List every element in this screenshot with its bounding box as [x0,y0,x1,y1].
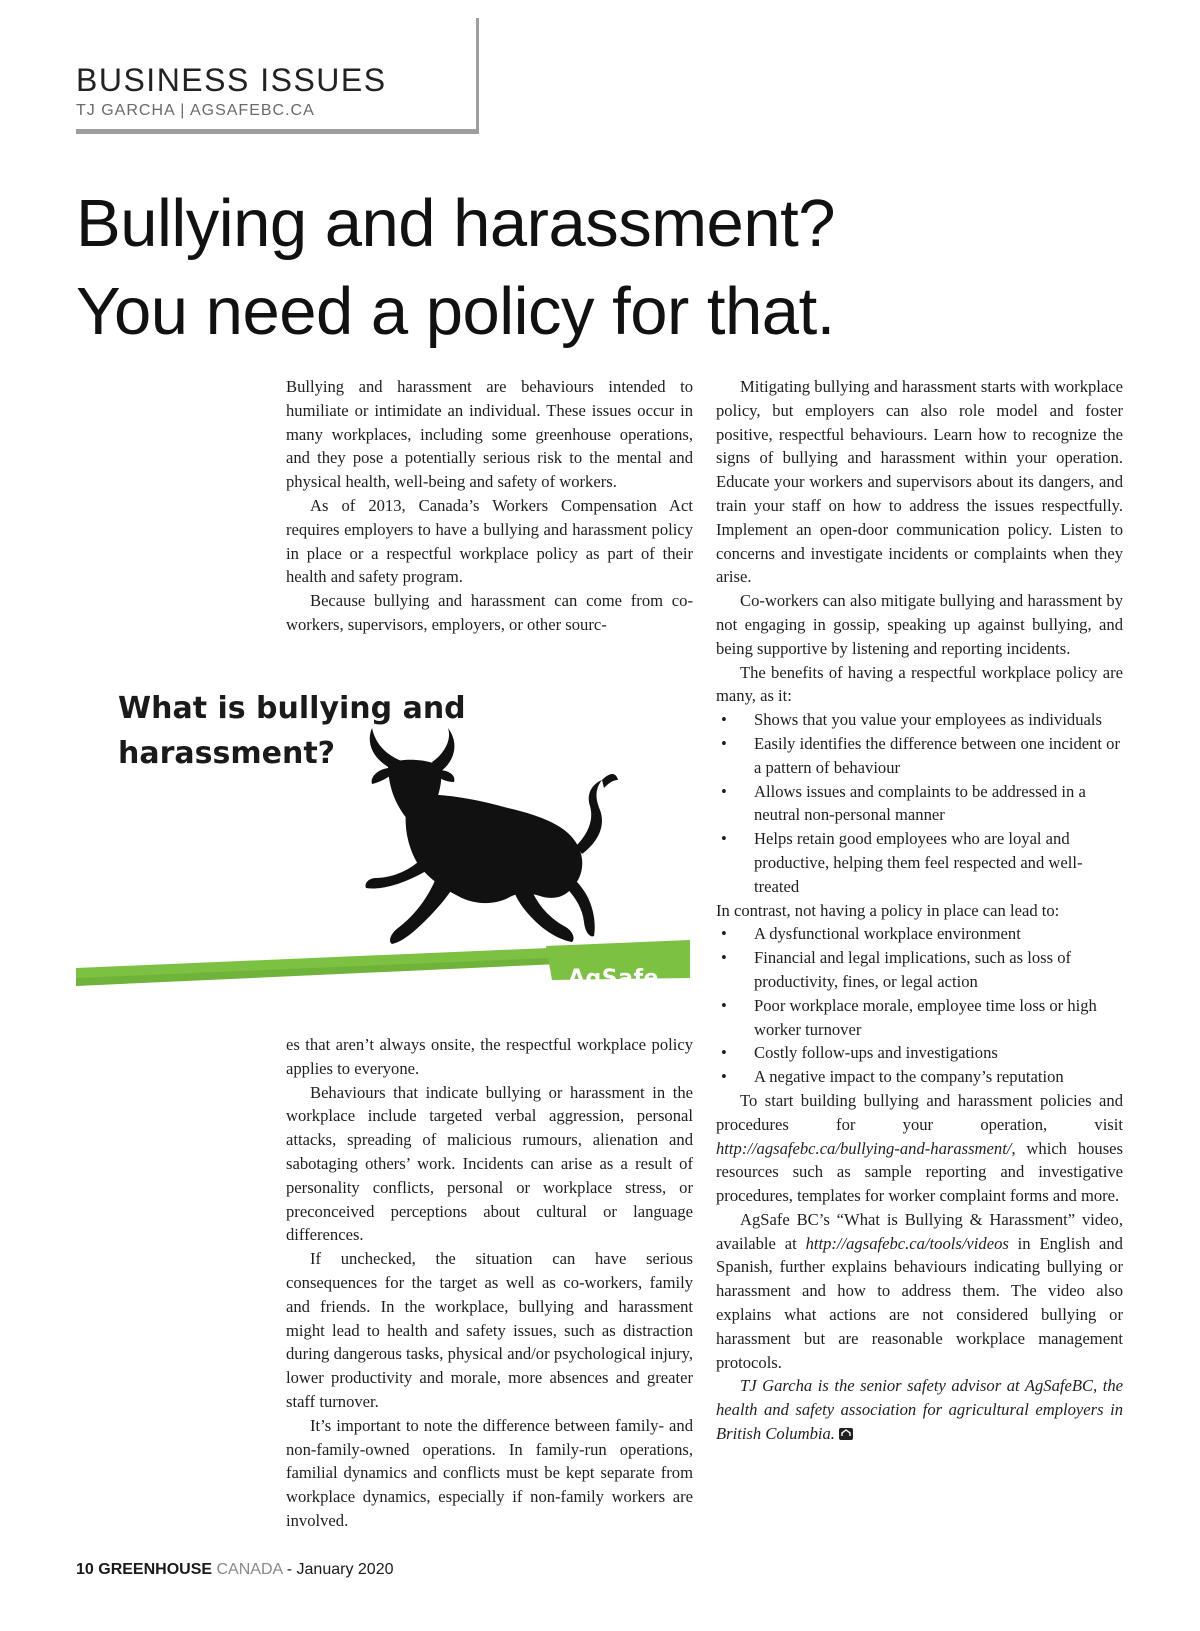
paragraph: Co-workers can also mitigate bullying and harassment by not engaging in gossip, speaking up against bullying, and being supportive by listening and reporting incidents. [716,591,1123,658]
benefits-list [716,708,1123,898]
bio-text: TJ Garcha is the senior safety advisor at AgSafeBC, the health and safety association for agricultural employers in British Columbia. [716,1376,1123,1444]
magazine-brand-suffix: CANADA [216,1561,283,1578]
list-item: • Helps retain good employees who are loyal and productive, helping them feel respected and well-treated [716,827,1123,898]
paragraph [716,1089,1123,1208]
text: AgSafe BC’s “What is Bullying & Harassment” video, available at [716,1209,1123,1253]
section-title: BUSINESS ISSUES [76,62,387,98]
agsafe-logo: AgSafe [568,966,659,991]
magazine-brand: GREENHOUSE [98,1561,213,1578]
list-item: • Poor workplace morale, employee time loss or high worker turnover [716,994,1123,1042]
issue-date: - January 2020 [286,1561,394,1578]
greenhouse-canada-end-mark-icon [839,1428,853,1440]
header-vertical-rule [476,18,479,134]
list-item: • Costly follow-ups and investigations [716,1041,1123,1065]
page-footer [76,1561,393,1579]
header-horizontal-rule [76,129,479,134]
paragraph: Because bullying and harassment can come from co-workers, supervisors, employers, or other sourc- [286,591,693,634]
paragraph: es that aren’t always onsite, the respectful workplace policy applies to everyone. [286,1035,693,1078]
article-column-1-top [286,375,693,637]
list-item: • A negative impact to the company’s reputation [716,1065,1123,1089]
consequences-list [716,922,1123,1089]
text: , which houses resources such as sample reporting and investigative procedures, templates for worker complaint forms and more. [716,1138,1123,1206]
paragraph: Bullying and harassment are behaviours intended to humiliate or intimidate an individual. These issues occur in many workplaces, including some greenhouse operations, and they pose a potentially serious risk to the mental and physical health, well-being and safety of workers. [286,377,693,492]
article-column-1-bottom [286,1033,693,1533]
headline-line-1: Bullying and harassment? [76,186,835,261]
list-item: • Easily identifies the difference between one incident or a pattern of behaviour [716,732,1123,780]
list-item: • Allows issues and complaints to be addressed in a neutral non-personal manner [716,780,1123,828]
paragraph: If unchecked, the situation can have serious consequences for the target as well as co-workers, family and friends. In the workplace, bullying and harassment might lead to health and safety issues, such as distraction during dangerous tasks, physical and/or psychological injury, lower productivity and morale, more absences and greater staff turnover. [286,1249,693,1411]
link-videos[interactable]: http://agsafebc.ca/tools/videos [805,1233,1009,1253]
figure-title-line-1: What is bullying and [118,691,466,726]
paragraph [716,1208,1123,1375]
list-item: • A dysfunctional workplace environment [716,922,1123,946]
text: To start building bullying and harassment policies and procedures for your operation, visit [716,1090,1123,1134]
list-item: • Financial and legal implications, such as loss of productivity, fines, or legal action [716,946,1123,994]
byline: TJ GARCHA | AGSAFEBC.CA [76,102,315,119]
link-bullying-harassment[interactable]: http://agsafebc.ca/bullying-and-harassment/ [716,1138,1012,1158]
paragraph: In contrast, not having a policy in place can lead to: [716,900,1060,920]
article-figure [76,680,690,1022]
section-header [76,62,476,138]
author-bio [716,1374,1123,1445]
list-item: • Shows that you value your employees as individuals [716,708,1123,732]
page-number: 10 [76,1561,94,1578]
paragraph: Mitigating bullying and harassment starts with workplace policy, but employers can also role model and foster positive, respectful behaviours. Learn how to recognize the signs of bullying and harassment within your operation. Educate your workers and supervisors about its dangers, and train your staff on how to address the issues respectfully. Implement an open-door communication policy. Listen to concerns and investigate incidents or complaints when they arise. [716,377,1123,587]
paragraph: It’s important to note the difference between family- and non-family-owned operations. In family-run operations, familial dynamics and conflicts must be kept separate from workplace dynamics, especially if non-family workers are involved. [286,1415,693,1530]
headline-line-2: You need a policy for that. [76,274,835,349]
paragraph: As of 2013, Canada’s Workers Compensation Act requires employers to have a bullying and harassment policy in place or a respectful workplace policy as part of their health and safety program. [286,495,693,587]
article-column-2 [716,375,1123,1446]
page-title [76,180,1126,356]
paragraph: Behaviours that indicate bullying or harassment in the workplace include targeted verbal aggression, personal attacks, spreading of malicious rumours, alienation and sabotaging others’ work. Incidents can arise as a result of personality conflicts, personal or workplace stress, or preconceived perceptions about cultural or language differences. [286,1082,693,1245]
bull-silhouette-icon [332,728,632,950]
paragraph: The benefits of having a respectful workplace policy are many, as it: [716,662,1123,706]
text: in English and Spanish, further explains behaviours indicating bullying or harassment and how to address them. The video also explains what actions are not considered bullying or harassment but are reasonable workplace management protocols. [716,1233,1123,1372]
figure-title-line-2: harassment? [118,736,336,771]
